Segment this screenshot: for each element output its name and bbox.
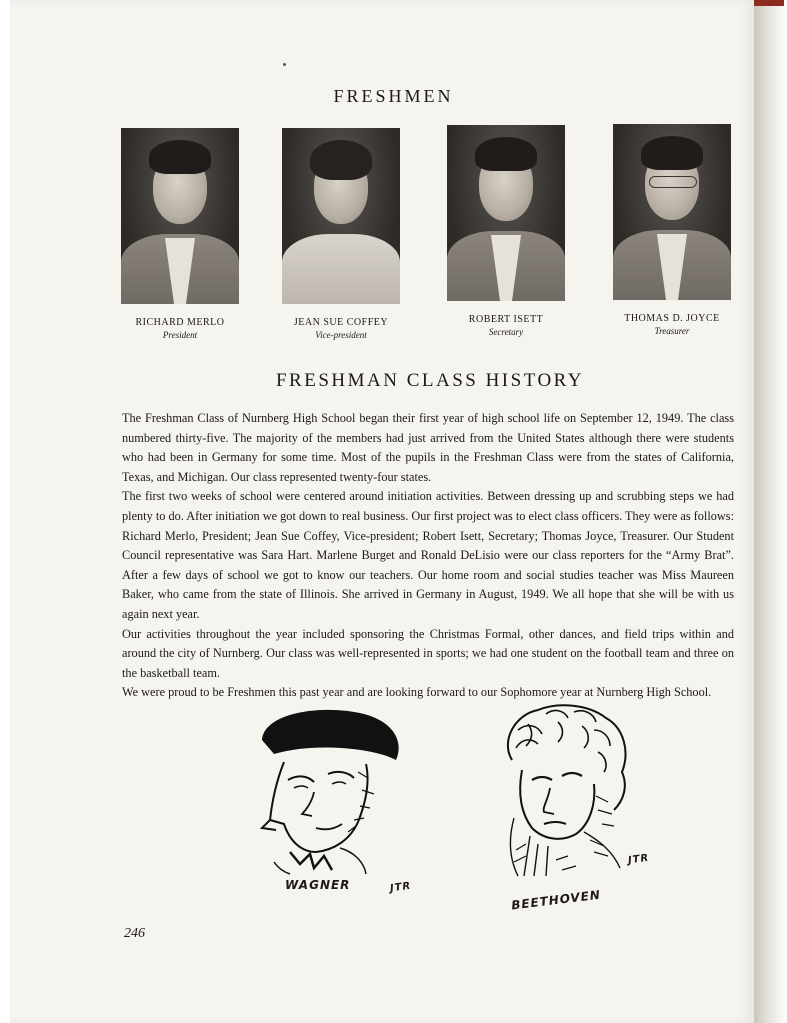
officer-name: THOMAS D. JOYCE (624, 313, 720, 324)
officer-role: Treasurer (654, 326, 690, 336)
print-speck (283, 63, 286, 66)
wagner-caption: WAGNER (285, 878, 351, 892)
officer-name: JEAN SUE COFFEY (293, 317, 389, 328)
wagner-sketch (254, 702, 414, 877)
history-paragraph: The Freshman Class of Nurnberg High School began their first year of high school life on September 12, 1949. The class numbered thirty-five. The majority of the members had just arrived from the United States although there were students who had been in Germany for some time. Most of the pupils in the Freshman Class were from the states of California, Texas, and Michigan. Our class represented twenty-four states. (122, 411, 734, 484)
history-text (122, 409, 734, 703)
portrait-photo (447, 125, 565, 301)
history-title: FRESHMAN CLASS HISTORY (275, 370, 585, 391)
history-paragraph: Our activities throughout the year included sponsoring the Christmas Formal, other dances, and field trips within and around the city of Nurnberg. Our class was well-represented in sports; we had one student on the football team and three on the basketball team. (122, 626, 734, 680)
history-paragraph: We were proud to be Freshmen this past year and are looking forward to our Sophomore year at Nurnberg High School. (122, 685, 712, 700)
artist-signature: JTR (389, 880, 412, 895)
portrait-photo (121, 128, 239, 304)
officer-card (271, 128, 411, 340)
portrait-photo (613, 124, 731, 300)
officer-role: President (162, 330, 198, 340)
officer-card (602, 124, 742, 336)
officer-card (436, 125, 576, 337)
history-paragraph: The first two weeks of school were centered around initiation activities. Between dressing up and scrubbing steps we had plenty to do. After initiation we got down to real business. Our first project was to elect class officers. They were as follows: Richard Merlo, President; Jean Sue Coffey, Vice-president; Robert Isett, Secretary; Thomas Joyce, Treasurer. Our Student Council representative was Sara Hart. Marlene Burget and Ronald DeLisio were our class reporters for the “Army Brat”. After a few days of school we got to know our teachers. Our home room and social studies teacher was Miss Maureen Baker, who came from the state of Illinois. She arrived in Germany in August, 1949. We all hope that she will be with us again next year. (122, 489, 734, 621)
artist-signature: JTR (627, 852, 650, 867)
officer-name: ROBERT ISETT (468, 314, 544, 325)
page-title: FRESHMEN (333, 86, 454, 106)
beethoven-sketch (498, 700, 638, 885)
officer-role: Secretary (488, 327, 524, 337)
portrait-photo (282, 128, 400, 304)
beethoven-caption: BEETHOVEN (510, 887, 602, 913)
page-number: 246 (124, 926, 145, 941)
officer-name: RICHARD MERLO (135, 317, 225, 328)
officer-portraits (0, 122, 787, 352)
officer-card (110, 128, 250, 340)
officer-role: Vice-president (315, 330, 367, 340)
